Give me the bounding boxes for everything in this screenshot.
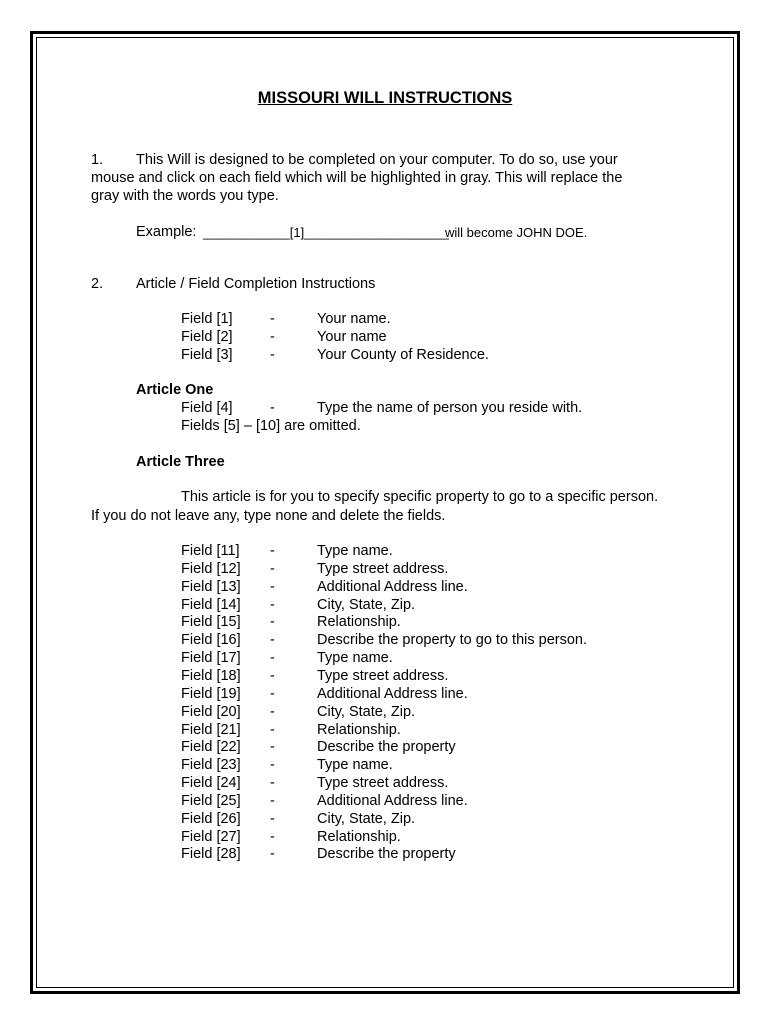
field-label: Field [3] xyxy=(181,347,233,363)
field-description: City, State, Zip. xyxy=(317,703,416,720)
section-1-line-1: This Will is designed to be completed on your computer. To do so, use your xyxy=(136,152,618,168)
field-row xyxy=(0,738,770,756)
field-description: Your County of Residence. xyxy=(317,347,489,363)
field-description: Type street address. xyxy=(317,775,449,792)
field-dash: - xyxy=(270,667,275,684)
field-row xyxy=(0,649,770,667)
document-title: MISSOURI WILL INSTRUCTIONS xyxy=(257,89,513,107)
field-dash: - xyxy=(270,846,275,863)
field-row xyxy=(0,721,770,739)
field-description: City, State, Zip. xyxy=(317,596,416,613)
field-description: Type name. xyxy=(317,650,393,667)
field-description: Relationship. xyxy=(317,828,401,845)
field-description: Type name. xyxy=(317,543,393,559)
field-description: Type street address. xyxy=(317,667,449,684)
field-label: Field [2] xyxy=(181,329,233,345)
field-row xyxy=(0,631,770,649)
field-label: Field [28] xyxy=(181,846,241,863)
article-three-para-line-1: This article is for you to specify specific property to go to a specific person. xyxy=(181,489,659,505)
field-row xyxy=(0,810,770,828)
field-row xyxy=(0,613,770,631)
field-dash: - xyxy=(270,828,275,845)
field-dash: - xyxy=(270,703,275,720)
field-row xyxy=(0,667,770,685)
field-label: Field [14] xyxy=(181,596,241,613)
field-dash: - xyxy=(270,757,275,774)
field-description: Type the name of person you reside with. xyxy=(317,400,583,416)
example-form-field: ____________[1]____________________ xyxy=(203,225,449,240)
field-row xyxy=(0,845,770,863)
field-dash: - xyxy=(270,721,275,738)
example-label: Example: xyxy=(136,224,197,240)
field-label: Field [1] xyxy=(181,311,233,327)
field-row xyxy=(0,346,770,364)
field-label: Field [25] xyxy=(181,792,241,809)
field-dash: - xyxy=(270,578,275,595)
field-description: Describe the property to go to this person. xyxy=(317,632,588,649)
field-row xyxy=(0,774,770,792)
field-description: Type street address. xyxy=(317,560,449,577)
field-description: Describe the property xyxy=(317,739,456,756)
field-description: Additional Address line. xyxy=(317,578,468,595)
field-row xyxy=(0,596,770,614)
field-row xyxy=(0,792,770,810)
field-dash: - xyxy=(270,543,275,559)
field-dash: - xyxy=(270,347,275,363)
field-label: Field [23] xyxy=(181,757,241,774)
field-dash: - xyxy=(270,775,275,792)
field-label: Field [13] xyxy=(181,578,241,595)
section-1-number: 1. xyxy=(91,152,104,168)
field-description: Additional Address line. xyxy=(317,685,468,702)
field-dash: - xyxy=(270,739,275,756)
field-row xyxy=(0,703,770,721)
field-description: City, State, Zip. xyxy=(317,810,416,827)
section-1-line-2: mouse and click on each field which will be highlighted in gray. This will replace the xyxy=(91,170,623,186)
field-description: Your name. xyxy=(317,311,391,327)
article-three-para-line-2: If you do not leave any, type none and delete the fields. xyxy=(91,508,446,524)
section-2-number: 2. xyxy=(91,276,104,292)
field-dash: - xyxy=(270,596,275,613)
article-three-heading: Article Three xyxy=(136,454,225,470)
field-row xyxy=(0,542,770,560)
field-label: Field [4] xyxy=(181,400,233,416)
field-description: Type name. xyxy=(317,757,393,774)
field-dash: - xyxy=(270,329,275,345)
field-row xyxy=(0,578,770,596)
section-1-line-3: gray with the words you type. xyxy=(91,188,279,204)
fields-omitted-note: Fields [5] – [10] are omitted. xyxy=(181,418,361,434)
section-2-heading: Article / Field Completion Instructions xyxy=(136,276,376,292)
field-dash: - xyxy=(270,810,275,827)
field-label: Field [26] xyxy=(181,810,241,827)
field-description: Relationship. xyxy=(317,721,401,738)
field-row xyxy=(0,756,770,774)
field-description: Relationship. xyxy=(317,614,401,631)
field-dash: - xyxy=(270,792,275,809)
field-description: Your name xyxy=(317,329,387,345)
field-label: Field [12] xyxy=(181,560,241,577)
field-row xyxy=(0,560,770,578)
field-dash: - xyxy=(270,685,275,702)
field-label: Field [22] xyxy=(181,739,241,756)
field-dash: - xyxy=(270,632,275,649)
field-label: Field [17] xyxy=(181,650,241,667)
field-label: Field [11] xyxy=(181,543,240,559)
field-dash: - xyxy=(270,311,275,327)
field-row xyxy=(0,310,770,328)
field-description: Describe the property xyxy=(317,846,456,863)
field-label: Field [21] xyxy=(181,721,241,738)
example-result: will become JOHN DOE. xyxy=(445,225,588,240)
field-row xyxy=(0,328,770,346)
field-dash: - xyxy=(270,614,275,631)
field-row xyxy=(0,399,770,417)
field-label: Field [18] xyxy=(181,667,241,684)
field-label: Field [27] xyxy=(181,828,241,845)
field-label: Field [16] xyxy=(181,632,241,649)
field-dash: - xyxy=(270,560,275,577)
field-description: Additional Address line. xyxy=(317,792,468,809)
field-label: Field [20] xyxy=(181,703,241,720)
field-dash: - xyxy=(270,650,275,667)
field-dash: - xyxy=(270,400,275,416)
field-label: Field [19] xyxy=(181,685,241,702)
article-one-heading: Article One xyxy=(136,382,214,398)
field-label: Field [24] xyxy=(181,775,241,792)
field-row xyxy=(0,685,770,703)
field-label: Field [15] xyxy=(181,614,241,631)
field-row xyxy=(0,828,770,846)
